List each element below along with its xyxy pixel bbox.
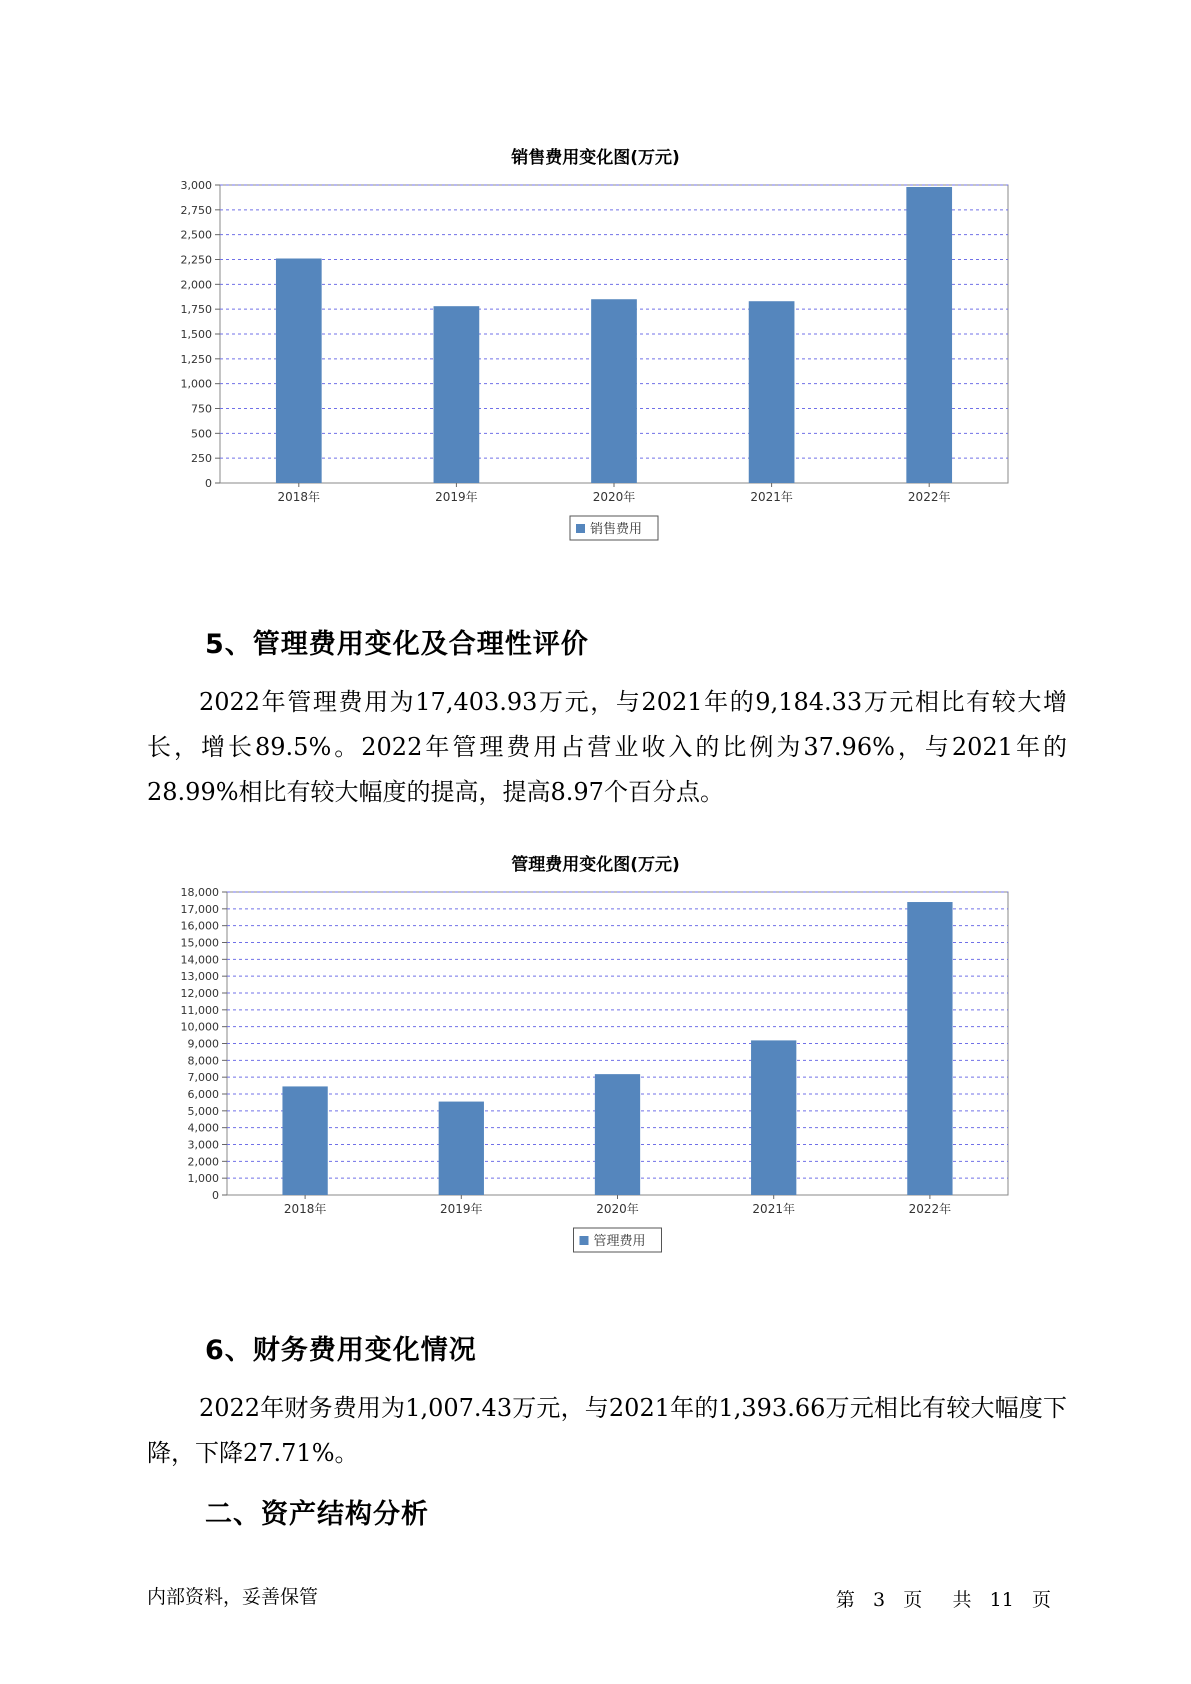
bar-2021年 xyxy=(749,301,795,483)
y-tick-label: 2,250 xyxy=(180,253,212,267)
y-tick-label: 1,000 xyxy=(180,377,212,391)
y-tick-label: 2,000 xyxy=(187,1155,219,1169)
y-tick-label: 15,000 xyxy=(180,936,219,950)
legend-swatch xyxy=(576,524,585,533)
y-tick-label: 750 xyxy=(191,402,212,416)
y-tick-label: 250 xyxy=(191,452,212,466)
footer-confidential-note: 内部资料，妥善保管 xyxy=(147,1586,319,1608)
y-tick-label: 1,000 xyxy=(187,1172,219,1186)
chart-legend xyxy=(574,1228,662,1252)
y-tick-label: 2,750 xyxy=(180,203,212,217)
mgmt-expense-heading: 5、管理费用变化及合理性评价 xyxy=(205,629,589,660)
y-tick-label: 4,000 xyxy=(187,1121,219,1135)
y-tick-label: 2,000 xyxy=(180,278,212,292)
y-tick-label: 0 xyxy=(212,1189,219,1202)
y-tick-label: 5,000 xyxy=(187,1104,219,1118)
bar-2022年 xyxy=(907,902,952,1195)
bar-2018年 xyxy=(276,259,322,483)
y-tick-label: 8,000 xyxy=(187,1054,219,1068)
chart-legend xyxy=(570,516,658,540)
x-tick-label: 2019年 xyxy=(435,490,478,504)
x-tick-label: 2020年 xyxy=(596,1202,639,1216)
finance-expense-paragraph: 2022年财务费用为1,007.43万元，与2021年的1,393.66万元相比有较大幅度下降，下降27.71%。 xyxy=(147,1394,1067,1467)
legend-label: 管理费用 xyxy=(593,1234,646,1249)
bar-2021年 xyxy=(751,1040,796,1195)
bar-2019年 xyxy=(439,1102,484,1195)
page-label-prefix: 第 xyxy=(835,1589,855,1611)
y-tick-label: 7,000 xyxy=(187,1071,219,1085)
bar-2019年 xyxy=(434,306,480,483)
finance-expense-heading: 6、财务费用变化情况 xyxy=(205,1335,477,1366)
y-tick-label: 500 xyxy=(191,427,212,441)
bar-2020年 xyxy=(595,1074,640,1195)
x-tick-label: 2018年 xyxy=(277,490,321,504)
y-tick-label: 17,000 xyxy=(180,902,219,916)
asset-structure-heading: 二、资产结构分析 xyxy=(205,1499,429,1530)
y-tick-label: 1,250 xyxy=(180,352,212,366)
total-suffix: 页 xyxy=(1031,1589,1051,1611)
x-tick-label: 2022年 xyxy=(907,490,951,504)
x-tick-label: 2021年 xyxy=(750,490,793,504)
bar-2020年 xyxy=(591,299,637,483)
y-tick-label: 0 xyxy=(205,477,212,490)
x-tick-label: 2022年 xyxy=(908,1202,952,1216)
mgmt-chart-title: 管理费用变化图(万元) xyxy=(511,855,680,875)
y-tick-label: 16,000 xyxy=(180,919,219,933)
y-tick-label: 13,000 xyxy=(180,970,219,984)
total-pages: 11 xyxy=(989,1589,1014,1611)
y-tick-label: 2,500 xyxy=(180,228,212,242)
y-tick-label: 10,000 xyxy=(180,1020,219,1034)
bar-2022年 xyxy=(906,187,952,483)
x-tick-label: 2020年 xyxy=(592,490,636,504)
y-tick-label: 11,000 xyxy=(180,1003,219,1017)
x-tick-label: 2019年 xyxy=(440,1202,483,1216)
y-tick-label: 9,000 xyxy=(187,1037,219,1051)
footer-page-info xyxy=(836,1585,1051,1612)
y-tick-label: 14,000 xyxy=(180,953,219,967)
y-tick-label: 1,750 xyxy=(180,303,212,317)
y-tick-label: 18,000 xyxy=(180,886,219,899)
y-tick-label: 3,000 xyxy=(180,179,212,192)
mgmt-expense-paragraph: 2022年管理费用为17,403.93万元，与2021年的9,184.33万元相比有较大增长，增长89.5%。2022年管理费用占营业收入的比例为37.96%，与2021年的28.99%相比有较大幅度的提高，提高8.97个百分点。 xyxy=(147,688,1067,806)
sales-chart-title: 销售费用变化图(万元) xyxy=(511,148,680,168)
y-tick-label: 1,500 xyxy=(180,328,212,341)
y-tick-label: 12,000 xyxy=(180,987,219,1000)
bar-2018年 xyxy=(282,1086,327,1195)
y-tick-label: 3,000 xyxy=(187,1138,219,1152)
page-label-mid: 页 xyxy=(903,1589,923,1611)
sales-expense-chart xyxy=(0,165,1191,590)
legend-swatch xyxy=(580,1236,589,1245)
page-number: 3 xyxy=(873,1589,886,1611)
mgmt-expense-chart xyxy=(0,875,1191,1300)
x-tick-label: 2018年 xyxy=(283,1202,327,1216)
legend-label: 销售费用 xyxy=(590,522,643,537)
y-tick-label: 6,000 xyxy=(187,1088,219,1101)
x-tick-label: 2021年 xyxy=(752,1202,795,1216)
total-prefix: 共 xyxy=(952,1589,972,1611)
